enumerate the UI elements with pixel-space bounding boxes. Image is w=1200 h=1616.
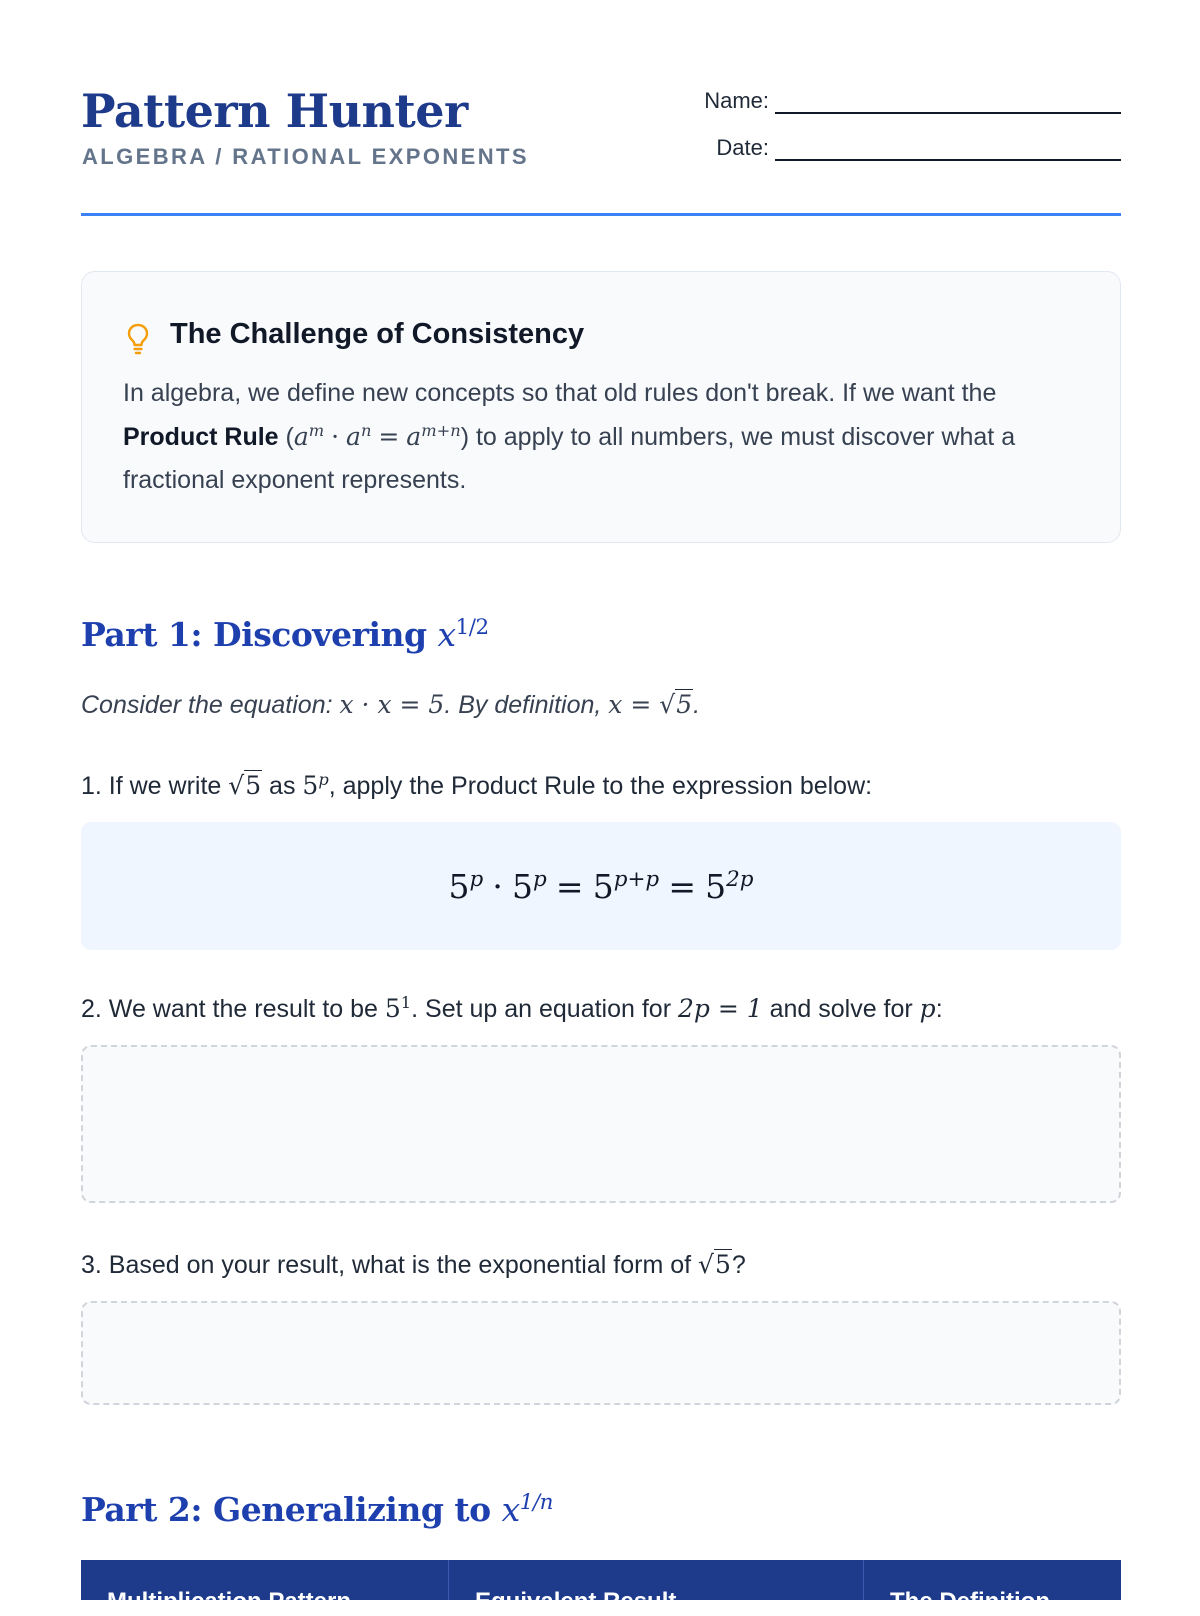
table-header-pattern: Multiplication Pattern	[81, 1560, 449, 1600]
worksheet-header	[81, 82, 1121, 182]
q1-exp: p	[318, 770, 329, 790]
name-label: Name:	[704, 88, 769, 113]
formula-base-3: a	[406, 422, 422, 451]
intro-text-2: . By definition,	[444, 691, 609, 719]
callout-bold: Product Rule	[123, 423, 279, 451]
intro-radicand: 5	[676, 690, 693, 719]
q3-radicand: 5	[714, 1250, 731, 1279]
eq-exp-1: p	[469, 866, 484, 892]
product-rule-equation: $5^p \cdot 5^p = 5^{p+p} = 5^{2p}$	[448, 866, 754, 906]
eq-exp-2: p	[533, 866, 547, 892]
q2-exp: 1	[400, 993, 412, 1013]
q1-base: 5	[302, 771, 319, 800]
q3-text-2: ?	[731, 1251, 746, 1279]
part1-heading	[81, 615, 489, 654]
eq-base-1: 5	[448, 866, 470, 906]
formula-exp-sum: m+n	[421, 421, 461, 441]
q2-base: 5	[384, 994, 401, 1023]
part2-heading-text: Part 2: Generalizing to	[81, 1490, 502, 1529]
product-rule-equation-box	[81, 822, 1121, 950]
worksheet-subtitle: ALGEBRA / RATIONAL EXPONENTS	[82, 144, 529, 169]
callout-title: The Challenge of Consistency	[170, 318, 585, 350]
name-line[interactable]	[775, 92, 1121, 114]
intro-equation: x · x = 5	[339, 690, 445, 719]
date-label: Date:	[716, 135, 769, 160]
intro-end: .	[693, 691, 701, 719]
answer-box-q2[interactable]	[81, 1045, 1121, 1203]
intro-equation-2: x =	[608, 690, 660, 719]
q1-text-2: as	[262, 772, 303, 800]
eq-base-4: 5	[705, 866, 727, 906]
worksheet-title: Pattern Hunter	[81, 84, 468, 138]
lightbulb-icon	[126, 322, 150, 358]
q2-text-1: 2. We want the result to be	[81, 995, 385, 1023]
part2-heading-exp: 1/n	[519, 1490, 553, 1516]
question-2	[81, 994, 943, 1024]
part1-heading-var: x	[437, 615, 456, 654]
intro-sqrt: √5	[659, 690, 693, 719]
q1-radicand: 5	[245, 771, 262, 800]
question-1	[81, 771, 872, 801]
part2-heading	[81, 1490, 553, 1529]
date-line[interactable]	[775, 139, 1121, 161]
date-field[interactable]	[716, 131, 1121, 161]
q3-sqrt: √5	[698, 1250, 731, 1279]
answer-box-q3[interactable]	[81, 1301, 1121, 1405]
q1-text-3: , apply the Product Rule to the expression below:	[328, 772, 873, 800]
q1-sqrt: √5	[228, 771, 262, 800]
name-field[interactable]	[704, 84, 1121, 114]
formula-base-2: a	[346, 422, 361, 451]
q3-text-1: 3. Based on your result, what is the exponential form of	[81, 1251, 699, 1279]
generalization-table	[81, 1560, 1121, 1615]
part1-heading-exp: 1/2	[455, 615, 489, 641]
callout-text: In algebra, we define new concepts so that old rules don't break. If we want the Product Rule $(a^m \cdot a^n = a^{m+n})$ to apply to all numbers, we must discover what a fractional exponent represents.	[123, 379, 1016, 494]
eq-base-3: 5	[592, 866, 614, 906]
eq-exp-2p: 2p	[726, 866, 754, 892]
header-divider	[81, 213, 1121, 216]
formula-exp-m: m	[308, 421, 325, 441]
callout-text-2: to apply to all numbers, we must discover what a fractional exponent represents.	[123, 423, 1016, 494]
table-header-result: Equivalent Result	[449, 1560, 864, 1600]
q2-text-2: . Set up an equation for	[411, 995, 678, 1023]
consistency-callout	[81, 271, 1121, 543]
q2-equation: 2p = 1	[677, 994, 763, 1023]
part1-intro	[81, 690, 700, 720]
eq-exp-sum: p+p	[613, 866, 660, 892]
q2-text-3: and solve for	[762, 995, 920, 1023]
q2-text-4: :	[935, 995, 943, 1023]
intro-text-1: Consider the equation:	[81, 691, 340, 719]
part1-heading-text: Part 1: Discovering	[81, 615, 438, 654]
formula-base-1: a	[293, 422, 309, 451]
callout-text-1: In algebra, we define new concepts so that old rules don't break. If we want the	[123, 379, 997, 407]
eq-base-2: 5	[512, 866, 534, 906]
question-3	[81, 1250, 746, 1280]
q2-var: p	[919, 994, 936, 1023]
q1-text-1: 1. If we write	[81, 772, 229, 800]
table-header-definition: The Definition	[890, 1588, 1050, 1615]
formula-exp-n: n	[360, 421, 372, 441]
part2-heading-var: x	[501, 1490, 520, 1529]
